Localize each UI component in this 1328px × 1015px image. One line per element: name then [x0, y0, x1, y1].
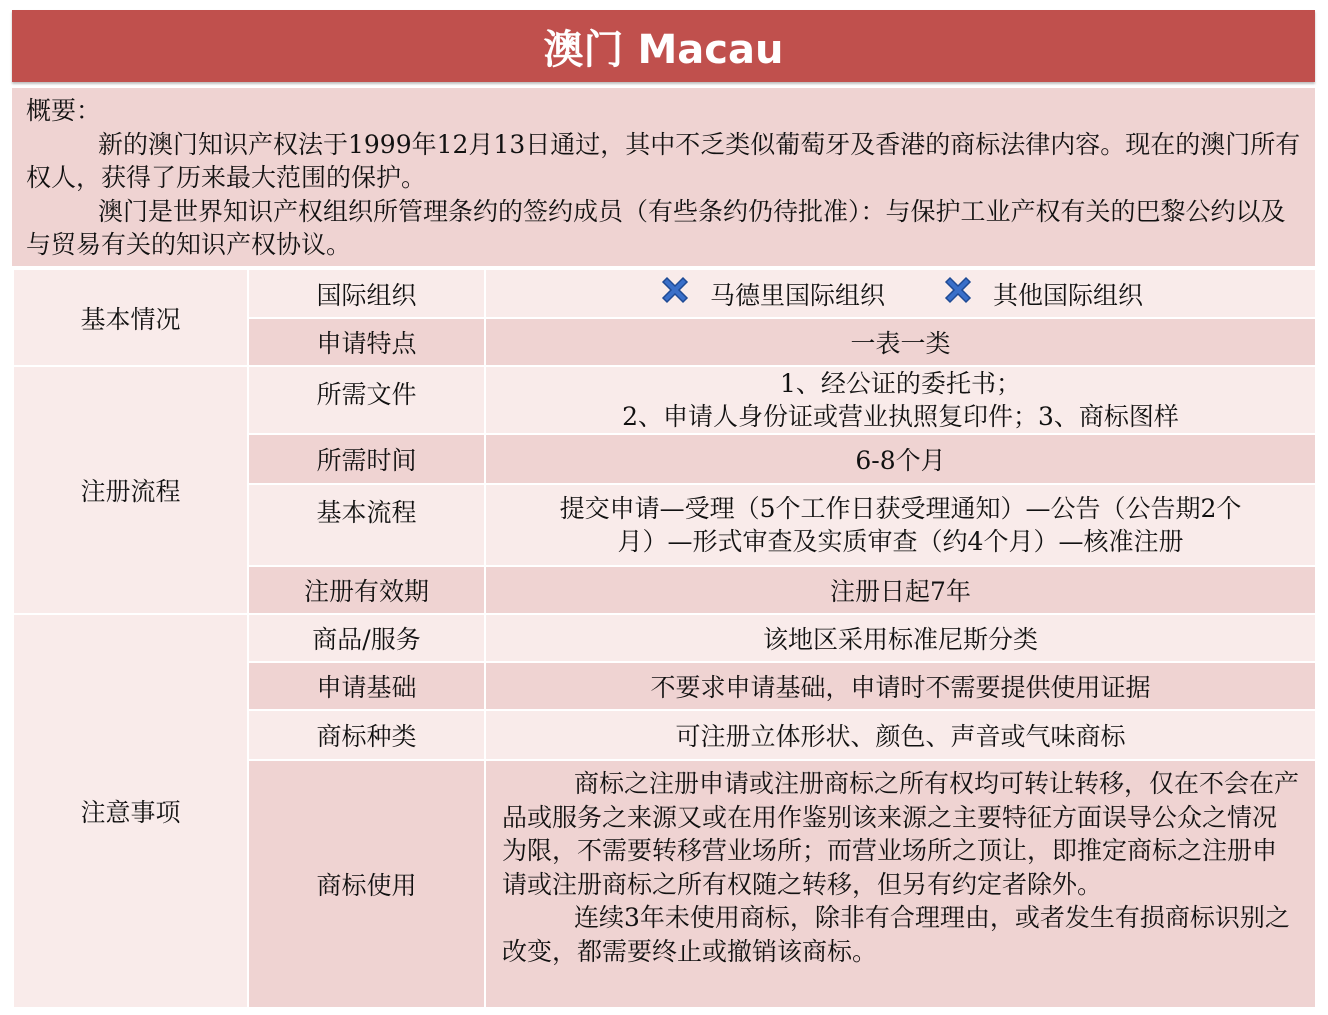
- table-row: [13, 269, 1316, 318]
- row-value-documents: [485, 366, 1316, 434]
- row-label-validity: 注册有效期: [248, 566, 485, 614]
- row-label-documents: 所需文件: [248, 366, 485, 434]
- summary-heading: 概要：: [26, 96, 102, 125]
- usage-paragraph-2: 连续3年未使用商标，除非有合理理由，或者发生有损商标识别之改变，都需要终止或撤销该商标。: [502, 903, 1290, 966]
- row-value-goods: 该地区采用标准尼斯分类: [485, 614, 1316, 662]
- row-value-time: 6-8个月: [485, 434, 1316, 484]
- documents-line-2: 2、申请人身份证或营业执照复印件；3、商标图样: [622, 402, 1179, 431]
- page-title: 澳门 Macau: [12, 10, 1315, 82]
- row-value-process: [485, 484, 1316, 566]
- x-mark-icon: [658, 273, 692, 307]
- section-basic: 基本情况: [13, 269, 248, 366]
- section-registration: 注册流程: [13, 366, 248, 614]
- table-row: [13, 366, 1316, 434]
- row-label-goods: 商品/服务: [248, 614, 485, 662]
- row-label-process: 基本流程: [248, 484, 485, 566]
- section-notes: 注意事项: [13, 614, 248, 1008]
- org-option-madrid: [658, 276, 885, 312]
- org-option-label: 其他国际组织: [993, 280, 1144, 310]
- row-label-basis: 申请基础: [248, 662, 485, 710]
- summary-panel: [12, 88, 1315, 266]
- row-label-intl-org: 国际组织: [248, 269, 485, 318]
- row-value-types: 可注册立体形状、颜色、声音或气味商标: [485, 710, 1316, 760]
- row-label-time: 所需时间: [248, 434, 485, 484]
- summary-paragraph-2: 澳门是世界知识产权组织所管理条约的签约成员（有些条约仍待批准）：与保护工业产权有关的巴黎公约以及与贸易有关的知识产权协议。: [26, 196, 1286, 259]
- documents-line-1: 1、经公证的委托书；: [780, 369, 1021, 398]
- row-label-usage: 商标使用: [248, 760, 485, 1008]
- org-option-other: [941, 276, 1143, 312]
- row-value-basis: 不要求申请基础，申请时不需要提供使用证据: [485, 662, 1316, 710]
- row-label-types: 商标种类: [248, 710, 485, 760]
- row-value-usage: [485, 760, 1316, 1008]
- row-value-feature: 一表一类: [485, 318, 1316, 366]
- row-label-feature: 申请特点: [248, 318, 485, 366]
- x-mark-icon: [941, 273, 975, 307]
- usage-paragraph-1: 商标之注册申请或注册商标之所有权均可转让转移，仅在不会在产品或服务之来源又或在用作鉴别该来源之主要特征方面误导公众之情况为限，不需要转移营业场所；而营业场所之顶让，即推定商标之注册申请或注册商标之所有权随之转移，但另有约定者除外。: [502, 769, 1300, 899]
- row-value-validity: 注册日起7年: [485, 566, 1316, 614]
- summary-paragraph-1: 新的澳门知识产权法于1999年12月13日通过，其中不乏类似葡萄牙及香港的商标法律内容。现在的澳门所有权人，获得了历来最大范围的保护。: [26, 129, 1301, 192]
- info-table: [12, 268, 1317, 1009]
- table-row: [13, 614, 1316, 662]
- intl-org-options: [485, 269, 1316, 318]
- process-line-1: 提交申请—受理（5个工作日获受理通知）—公告（公告期2个: [559, 494, 1242, 523]
- process-line-2: 月）—形式审查及实质审查（约4个月）—核准注册: [617, 527, 1184, 556]
- org-option-label: 马德里国际组织: [709, 280, 885, 310]
